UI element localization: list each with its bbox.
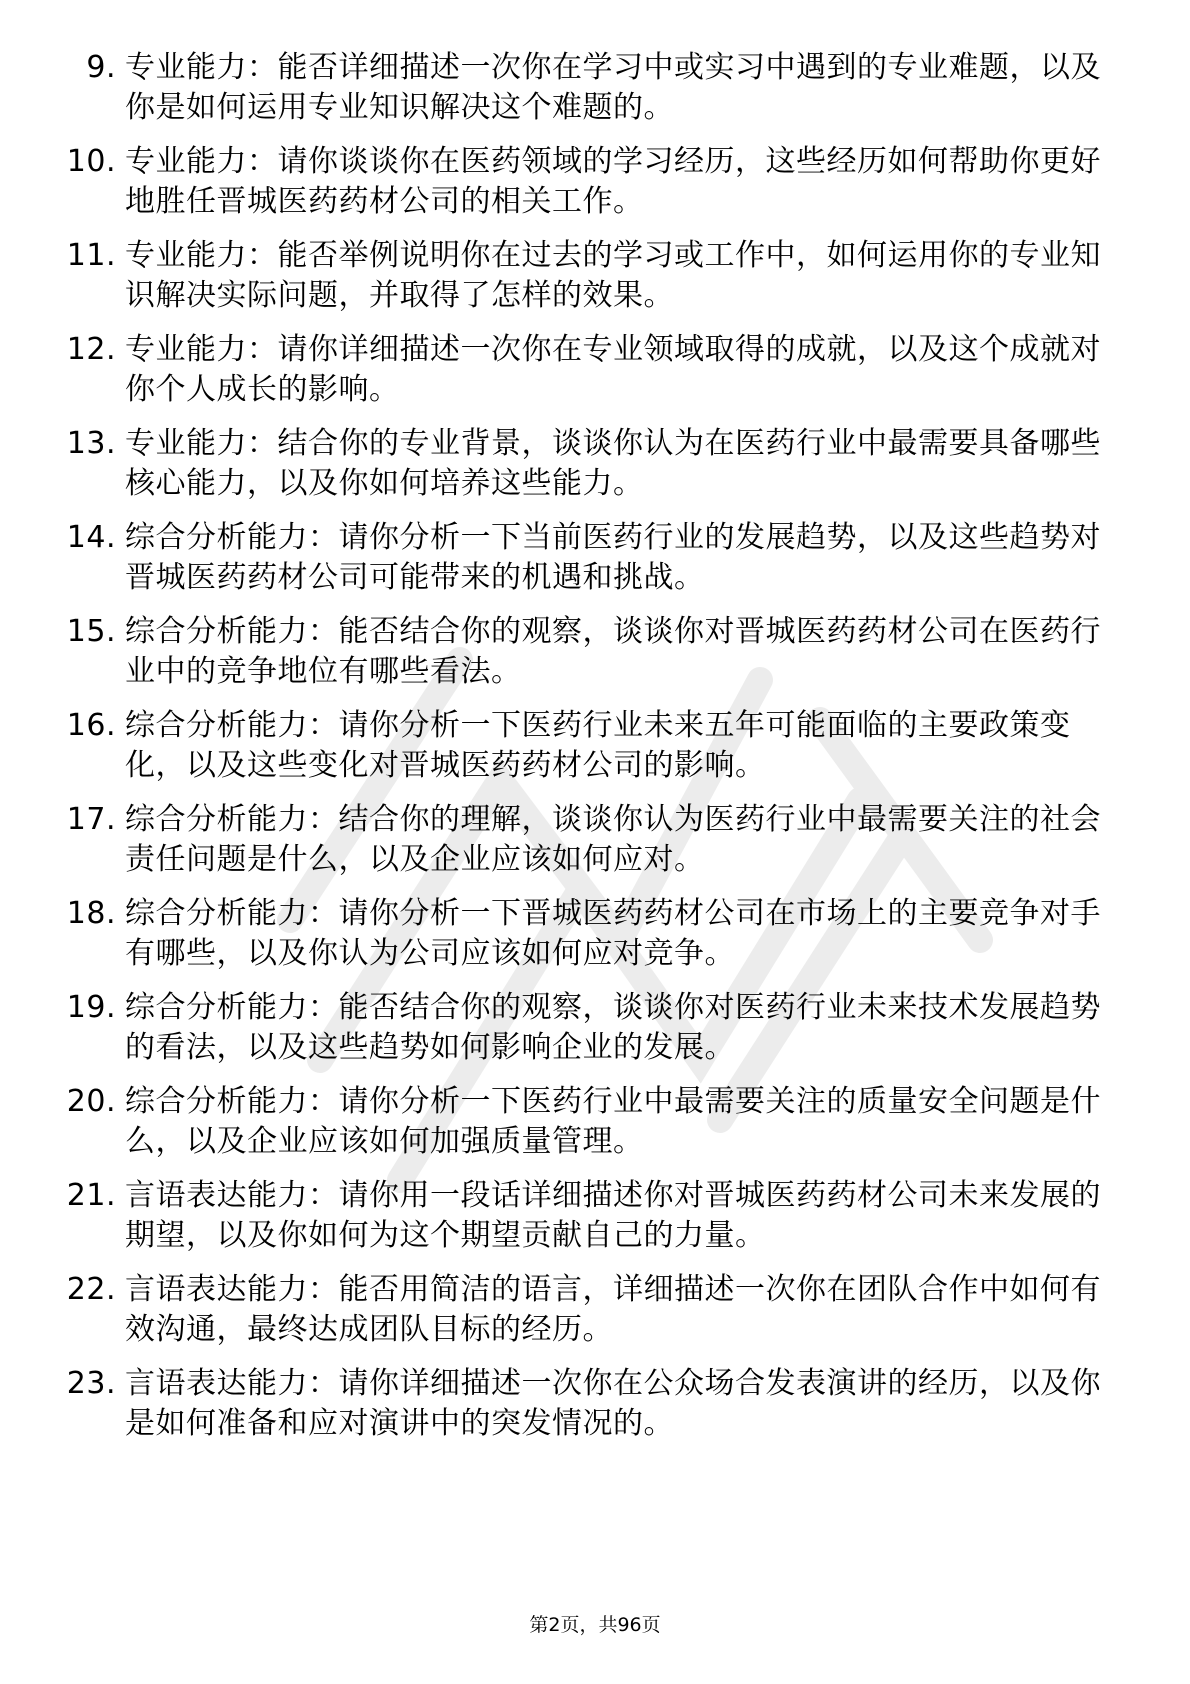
question-item	[60, 1082, 1120, 1162]
question-item	[60, 1270, 1120, 1350]
question-text: 专业能力：能否举例说明你在过去的学习或工作中，如何运用你的专业知识解决实际问题，并取得了怎样的效果。	[125, 238, 1101, 313]
question-text: 言语表达能力：能否用简洁的语言，详细描述一次你在团队合作中如何有效沟通，最终达成团队目标的经历。	[125, 1272, 1101, 1347]
question-item	[60, 236, 1120, 316]
question-number: 20.	[66, 1084, 116, 1119]
question-text: 言语表达能力：请你用一段话详细描述你对晋城医药药材公司未来发展的期望，以及你如何为这个期望贡献自己的力量。	[125, 1178, 1101, 1253]
question-item	[60, 142, 1120, 222]
question-text: 综合分析能力：请你分析一下医药行业中最需要关注的质量安全问题是什么，以及企业应该如何加强质量管理。	[125, 1084, 1101, 1159]
question-text: 综合分析能力：结合你的理解，谈谈你认为医药行业中最需要关注的社会责任问题是什么，以及企业应该如何应对。	[125, 802, 1101, 877]
question-number: 21.	[66, 1178, 116, 1213]
question-text: 综合分析能力：请你分析一下晋城医药药材公司在市场上的主要竞争对手有哪些，以及你认为公司应该如何应对竞争。	[125, 896, 1101, 971]
question-number: 22.	[66, 1272, 116, 1307]
question-number: 18.	[66, 896, 116, 931]
question-number: 9.	[86, 50, 116, 85]
question-item	[60, 1364, 1120, 1444]
question-item	[60, 1176, 1120, 1256]
question-list	[60, 48, 1120, 1458]
question-number: 17.	[66, 802, 116, 837]
question-number: 16.	[66, 708, 116, 743]
question-number: 23.	[66, 1366, 116, 1401]
question-text: 言语表达能力：请你详细描述一次你在公众场合发表演讲的经历，以及你是如何准备和应对演讲中的突发情况的。	[125, 1366, 1101, 1441]
question-item	[60, 894, 1120, 974]
page-number-label: 第2页，共96页	[529, 1614, 661, 1636]
question-text: 专业能力：结合你的专业背景，谈谈你认为在医药行业中最需要具备哪些核心能力，以及你如何培养这些能力。	[125, 426, 1101, 501]
question-text: 专业能力：请你谈谈你在医药领域的学习经历，这些经历如何帮助你更好地胜任晋城医药药材公司的相关工作。	[125, 144, 1101, 219]
question-item	[60, 988, 1120, 1068]
question-number: 12.	[66, 332, 116, 367]
question-text: 综合分析能力：请你分析一下当前医药行业的发展趋势，以及这些趋势对晋城医药药材公司可能带来的机遇和挑战。	[125, 520, 1101, 595]
question-text: 综合分析能力：能否结合你的观察，谈谈你对医药行业未来技术发展趋势的看法，以及这些趋势如何影响企业的发展。	[125, 990, 1101, 1065]
question-item	[60, 48, 1120, 128]
question-item	[60, 518, 1120, 598]
question-number: 11.	[66, 238, 116, 273]
page-footer	[0, 1613, 1190, 1637]
question-item	[60, 612, 1120, 692]
question-number: 14.	[66, 520, 116, 555]
question-number: 10.	[66, 144, 116, 179]
question-text: 专业能力：能否详细描述一次你在学习中或实习中遇到的专业难题，以及你是如何运用专业知识解决这个难题的。	[125, 50, 1101, 125]
question-number: 13.	[66, 426, 116, 461]
question-item	[60, 424, 1120, 504]
question-text: 综合分析能力：请你分析一下医药行业未来五年可能面临的主要政策变化，以及这些变化对晋城医药药材公司的影响。	[125, 708, 1071, 783]
question-item	[60, 706, 1120, 786]
question-text: 专业能力：请你详细描述一次你在专业领域取得的成就，以及这个成就对你个人成长的影响。	[125, 332, 1101, 407]
question-number: 19.	[66, 990, 116, 1025]
question-item	[60, 330, 1120, 410]
question-item	[60, 800, 1120, 880]
question-text: 综合分析能力：能否结合你的观察，谈谈你对晋城医药药材公司在医药行业中的竞争地位有哪些看法。	[125, 614, 1101, 689]
question-number: 15.	[66, 614, 116, 649]
